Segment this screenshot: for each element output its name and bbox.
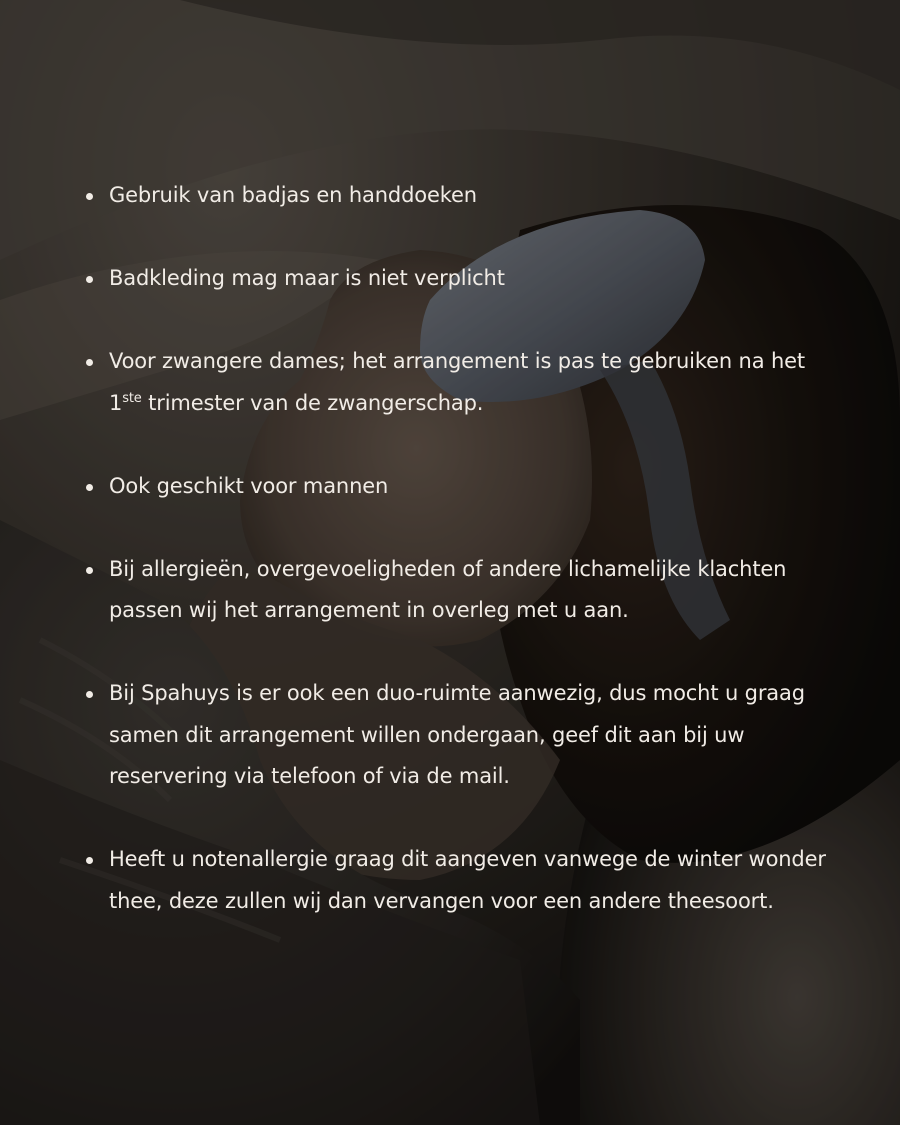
list-item-allergies [86, 549, 836, 632]
list-item-men [86, 466, 836, 508]
list-item-text: Badkleding mag maar is niet verplicht [109, 266, 505, 290]
info-list [86, 175, 836, 922]
list-item-text: Bij allergieën, overgevoeligheden of andere lichamelijke klachten passen wij het arrangement in overleg met u aan. [109, 556, 787, 622]
list-item-swimwear [86, 258, 836, 300]
list-item-text: Bij Spahuys is er ook een duo-ruimte aanwezig, dus mocht u graag samen dit arrangement willen ondergaan, geef dit aan bij uw reservering via telefoon of via de mail. [109, 681, 805, 788]
list-item-text: Gebruik van badjas en handdoeken [109, 183, 477, 207]
ordinal-superscript: ste [122, 390, 142, 406]
list-item-bathrobe [86, 175, 836, 217]
list-item-duo-room [86, 673, 836, 798]
list-item-nut-allergy [86, 839, 836, 922]
list-item-pregnancy [86, 341, 836, 424]
list-item-text: Ook geschikt voor mannen [109, 473, 389, 498]
list-item-text: Voor zwangere dames; het arrangement is pas te gebruiken na het 1 [109, 349, 805, 415]
info-section [86, 175, 836, 964]
list-item-text-continued: trimester van de zwangerschap. [141, 390, 484, 415]
list-item-text: Heeft u notenallergie graag dit aangeven vanwege de winter wonder thee, deze zullen wij dan vervangen voor een andere theesoort. [109, 847, 826, 913]
